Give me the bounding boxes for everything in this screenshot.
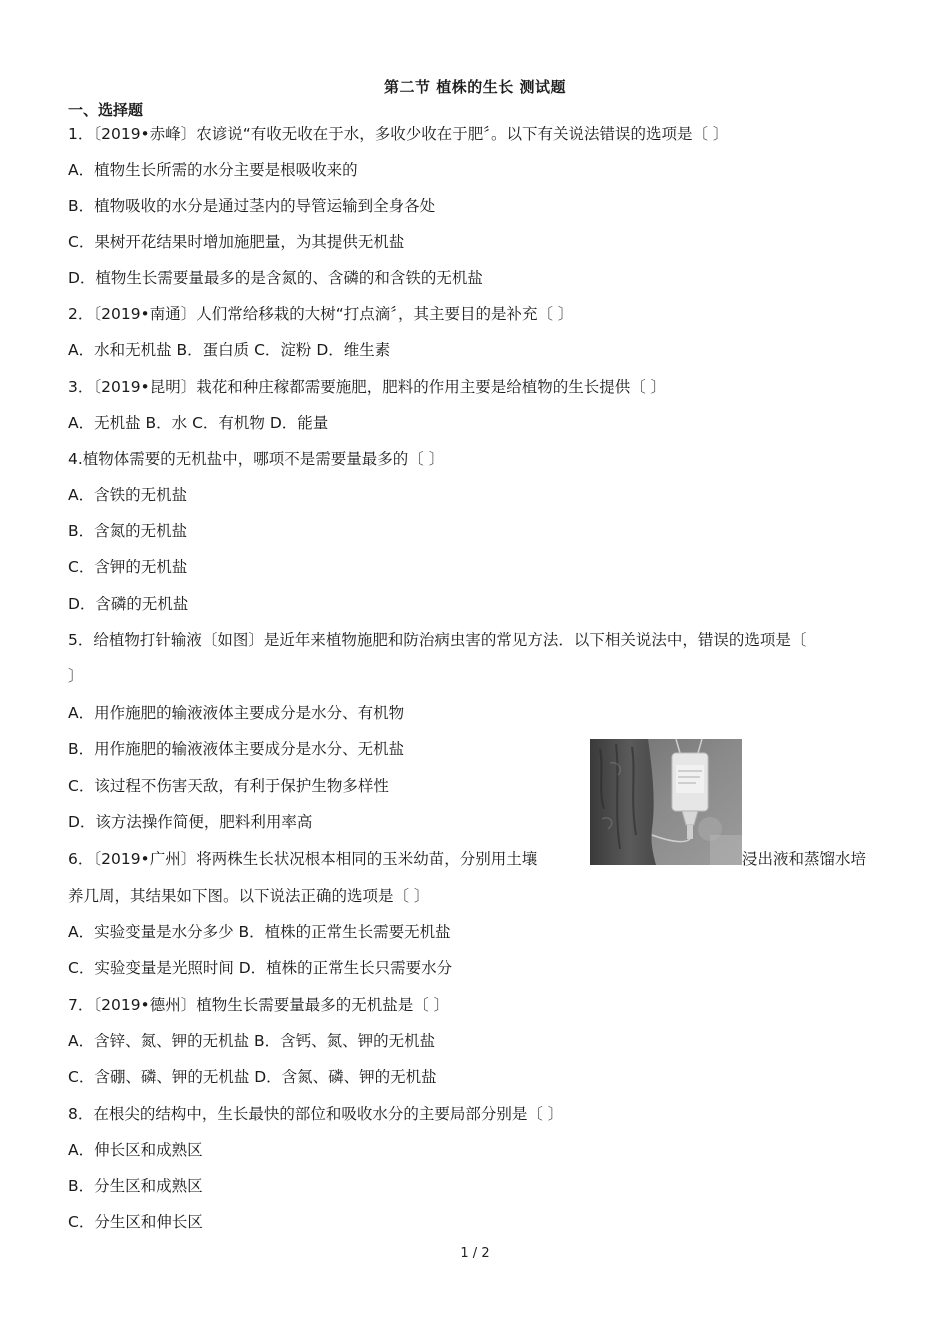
option-1a: A．植物生长所需的水分主要是根吸收来的 [68, 161, 358, 179]
question-6-part1: 6．〔2019•广州〕将两株生长状况根本相同的玉米幼苗，分别用土壤 [68, 850, 538, 868]
option-4a: A．含铁的无机盐 [68, 486, 188, 504]
question-5-bracket: 〕 [68, 667, 84, 685]
option-1d: D．植物生长需要量最多的是含氮的、含磷的和含铁的无机盐 [68, 269, 483, 287]
question-7: 7．〔2019•德州〕植物生长需要量最多的无机盐是〔 〕 [68, 996, 450, 1014]
section-heading: 一、选择题 [68, 101, 144, 119]
options-6ab: A．实验变量是水分多少 B．植株的正常生长需要无机盐 [68, 923, 451, 941]
options-7ab: A．含锌、氮、钾的无机盐 B．含钙、氮、钾的无机盐 [68, 1032, 436, 1050]
question-4: 4.植物体需要的无机盐中，哪项不是需要量最多的〔 〕 [68, 450, 445, 468]
option-8a: A．伸长区和成熟区 [68, 1141, 203, 1159]
option-5c: C．该过程不伤害天敌，有利于保护生物多样性 [68, 777, 389, 795]
question-6-cont: 养几周，其结果如下图。以下说法正确的选项是〔 〕 [68, 887, 430, 905]
options-2: A．水和无机盐 B．蛋白质 C．淀粉 D．维生素 [68, 341, 391, 359]
option-4c: C．含钾的无机盐 [68, 558, 188, 576]
question-8: 8．在根尖的结构中，生长最快的部位和吸收水分的主要局部分别是〔 〕 [68, 1105, 564, 1123]
option-4b: B．含氮的无机盐 [68, 522, 188, 540]
option-5d: D．该方法操作简便，肥料利用率高 [68, 813, 313, 831]
option-8c: C．分生区和伸长区 [68, 1213, 203, 1231]
options-3: A．无机盐 B．水 C．有机物 D．能量 [68, 414, 329, 432]
tree-infusion-photo [590, 739, 742, 865]
option-1b: B．植物吸收的水分是通过茎内的导管运输到全身各处 [68, 197, 436, 215]
page-title: 第二节 植株的生长 测试题 [384, 78, 566, 96]
question-2: 2．〔2019•南通〕人们常给移栽的大树“打点滴〞，其主要目的是补充〔 〕 [68, 305, 574, 323]
question-3: 3．〔2019•昆明〕栽花和种庄稼都需要施肥，肥料的作用主要是给植物的生长提供〔 〕 [68, 378, 667, 396]
options-6cd: C．实验变量是光照时间 D．植株的正常生长只需要水分 [68, 959, 453, 977]
question-6-part2: 浸出液和蒸馏水培 [742, 850, 867, 868]
option-1c: C．果树开花结果时增加施肥量，为其提供无机盐 [68, 233, 405, 251]
option-5a: A．用作施肥的输液液体主要成分是水分、有机物 [68, 704, 405, 722]
options-7cd: C．含硼、磷、钾的无机盐 D．含氮、磷、钾的无机盐 [68, 1068, 437, 1086]
question-5: 5．给植物打针输液〔如图〕是近年来植物施肥和防治病虫害的常见方法．以下相关说法中，错误的选项是〔 [68, 631, 807, 649]
page-number: 1 / 2 [460, 1246, 490, 1261]
option-4d: D．含磷的无机盐 [68, 595, 189, 613]
option-8b: B．分生区和成熟区 [68, 1177, 203, 1195]
option-5b: B．用作施肥的输液液体主要成分是水分、无机盐 [68, 740, 405, 758]
question-1: 1．〔2019•赤峰〕农谚说“有收无收在于水，多收少收在于肥〞。以下有关说法错误的选项是〔 〕 [68, 125, 729, 143]
